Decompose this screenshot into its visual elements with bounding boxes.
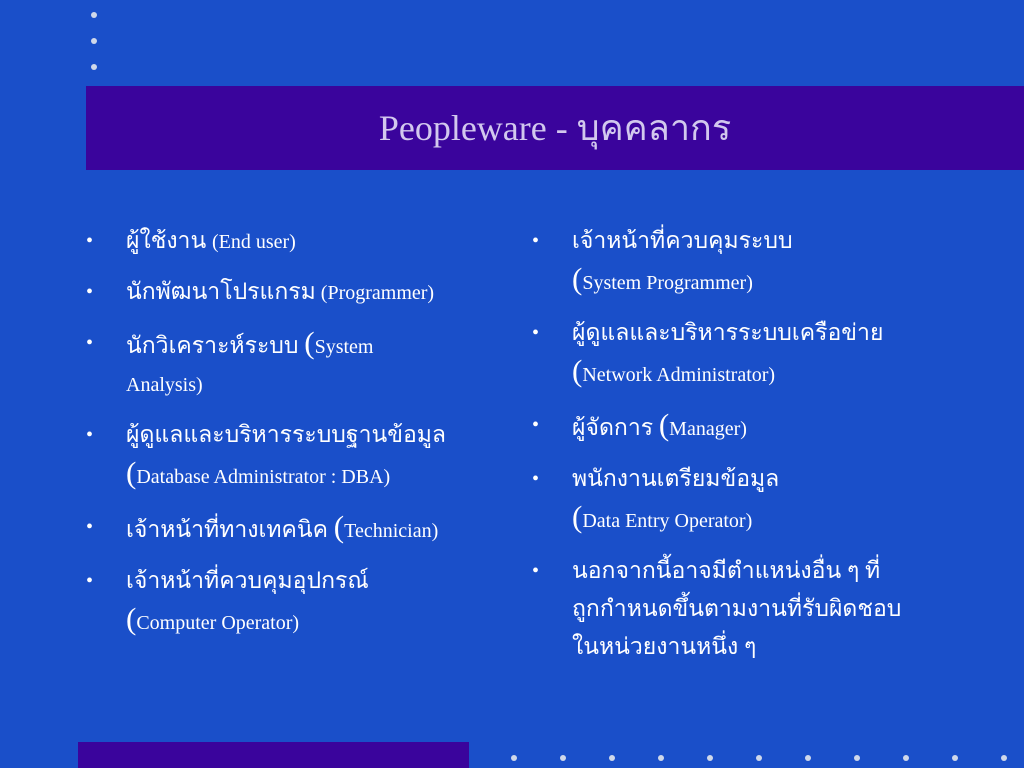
list-item <box>532 406 972 448</box>
bullet-icon: • <box>532 414 540 436</box>
item-thai-text: เจ้าหน้าที่ทางเทคนิค <box>126 517 334 542</box>
decor-dot <box>707 755 713 761</box>
bullet-icon: • <box>532 230 540 252</box>
slide-title: Peopleware - บุคคลากร <box>378 108 732 148</box>
list-item <box>86 416 506 496</box>
decor-dot <box>854 755 860 761</box>
list-item <box>532 552 972 666</box>
item-english-text: Data Entry Operator) <box>582 510 753 532</box>
item-english-text: (End user) <box>211 231 296 253</box>
decor-dot <box>91 64 97 70</box>
list-item <box>86 222 506 261</box>
item-thai-text: เจ้าหน้าที่ควบคุมระบบ <box>572 228 793 253</box>
item-continuation: ถูกกำหนดขึ้นตามงานที่รับผิดชอบ <box>572 596 902 621</box>
bullet-icon: • <box>86 230 94 252</box>
list-item <box>86 508 506 550</box>
item-english-text: Database Administrator : DBA) <box>136 466 391 488</box>
item-english-text: System <box>314 336 374 358</box>
list-item <box>532 314 972 394</box>
bullet-icon: • <box>86 424 94 446</box>
decor-dot <box>903 755 909 761</box>
bullet-icon: • <box>532 322 540 344</box>
item-thai-text: นอกจากนี้อาจมีตำแหน่งอื่น ๆ ที่ <box>572 558 881 583</box>
decor-dot <box>952 755 958 761</box>
item-english-text: Network Administrator) <box>582 364 776 386</box>
item-open-paren: ( <box>304 325 315 360</box>
right-bullet-list <box>532 222 972 678</box>
item-thai-text: นักวิเคราะห์ระบบ <box>126 333 305 358</box>
bullet-icon: • <box>532 468 540 490</box>
item-thai-text: เจ้าหน้าที่ควบคุมอุปกรณ์ <box>126 568 369 593</box>
item-open-paren: ( <box>572 261 583 296</box>
decor-dot <box>91 12 97 18</box>
list-item <box>86 324 506 404</box>
list-item <box>532 460 972 540</box>
decor-dot <box>511 755 517 761</box>
item-thai-text: ผู้ดูแลและบริหารระบบเครือข่าย <box>572 320 884 345</box>
bullet-icon: • <box>86 570 94 592</box>
bottom-accent-bar <box>78 742 469 768</box>
title-band <box>86 86 1024 170</box>
item-english-text: Manager) <box>669 418 747 440</box>
list-item <box>86 562 506 642</box>
list-item <box>86 273 506 312</box>
item-continuation: Analysis) <box>126 374 203 396</box>
item-english-text: Technician) <box>344 520 439 542</box>
item-open-paren: ( <box>572 353 583 388</box>
item-open-paren: ( <box>658 407 670 442</box>
item-english-text: Computer Operator) <box>136 612 300 634</box>
decor-dot <box>805 755 811 761</box>
item-thai-text: ผู้ดูแลและบริหารระบบฐานข้อมูล <box>126 422 447 447</box>
list-item <box>532 222 972 302</box>
item-thai-text: ผู้ใช้งาน <box>126 228 212 253</box>
decor-dot <box>609 755 615 761</box>
item-english-text: (Programmer) <box>315 282 435 304</box>
item-open-paren: ( <box>126 601 137 636</box>
bullet-icon: • <box>86 332 94 354</box>
item-thai-text: นักพัฒนาโปรแกรม <box>126 279 316 304</box>
item-thai-text: ผู้จัดการ <box>572 415 659 440</box>
bullet-icon: • <box>86 281 94 303</box>
bullet-icon: • <box>86 516 94 538</box>
bullet-icon: • <box>532 560 540 582</box>
decor-dot <box>658 755 664 761</box>
item-continuation: ในหน่วยงานหนึ่ง ๆ <box>572 634 757 659</box>
item-thai-text: พนักงานเตรียมข้อมูล <box>572 466 780 491</box>
decor-dot <box>91 38 97 44</box>
decor-dot <box>1001 755 1007 761</box>
item-open-paren: ( <box>333 509 345 544</box>
decor-dot <box>560 755 566 761</box>
decor-dot <box>756 755 762 761</box>
left-bullet-list <box>86 222 506 654</box>
item-open-paren: ( <box>572 499 583 534</box>
item-open-paren: ( <box>126 455 137 490</box>
item-english-text: System Programmer) <box>582 272 753 294</box>
